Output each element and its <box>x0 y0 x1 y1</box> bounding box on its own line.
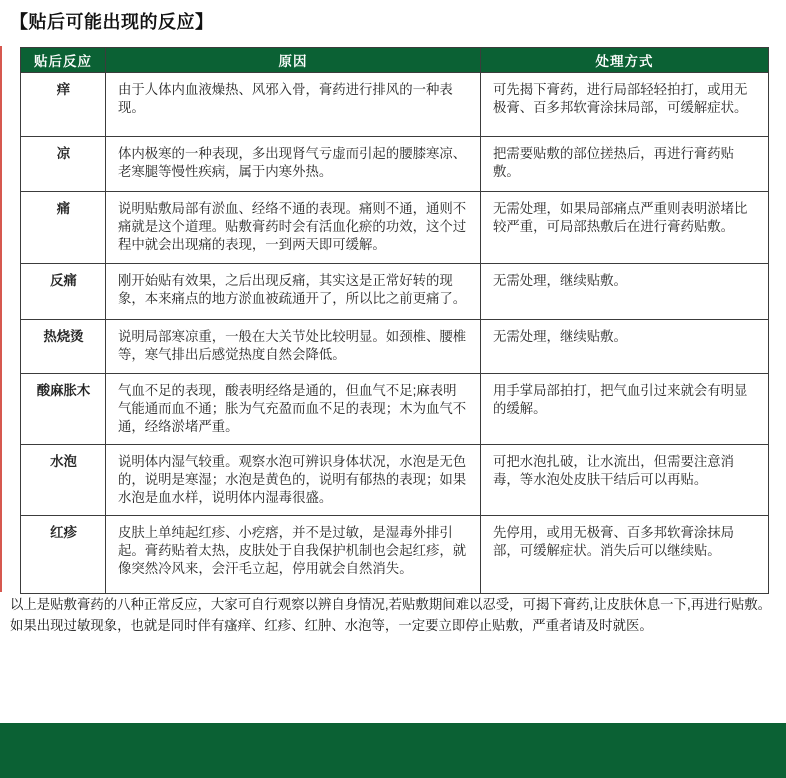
cause-cell: 说明局部寒凉重，一般在大关节处比较明显。如颈椎、腰椎等，寒气排出后感觉热度自然会降低。 <box>106 320 481 374</box>
footer-note-line-1: 以上是贴敷膏药的八种正常反应，大家可自行观察以辨自身情况,若贴敷期间难以忍受，可揭下膏药,让皮肤休息一下,再进行贴敷。 <box>10 597 772 612</box>
reaction-cell: 水泡 <box>21 445 106 516</box>
col-header-treatment: 处理方式 <box>481 48 769 73</box>
reaction-cell: 酸麻胀木 <box>21 374 106 445</box>
cause-cell: 体内极寒的一种表现，多出现肾气亏虚而引起的腰膝寒凉、老寒腿等慢性疾病，属于内寒外热。 <box>106 137 481 192</box>
treatment-cell: 无需处理，继续贴敷。 <box>481 264 769 320</box>
table-header-row <box>21 48 769 73</box>
cause-cell: 说明贴敷局部有淤血、经络不通的表现。痛则不通，通则不痛就是这个道理。贴敷膏药时会有活血化瘀的功效，这个过程中就会出现痛的表现，一到两天即可缓解。 <box>106 192 481 264</box>
treatment-cell: 可先揭下膏药，进行局部轻轻拍打，或用无极膏、百多邦软膏涂抹局部，可缓解症状。 <box>481 73 769 137</box>
table-row <box>21 192 769 264</box>
reaction-cell: 痛 <box>21 192 106 264</box>
treatment-cell: 先停用，或用无极膏、百多邦软膏涂抹局部，可缓解症状。消失后可以继续贴。 <box>481 516 769 594</box>
left-edge-accent-line <box>0 46 2 592</box>
footer-note <box>10 594 780 636</box>
col-header-cause: 原因 <box>106 48 481 73</box>
table-row <box>21 374 769 445</box>
reaction-cell: 凉 <box>21 137 106 192</box>
treatment-cell: 无需处理，如果局部痛点严重则表明淤堵比较严重，可局部热敷后在进行膏药贴敷。 <box>481 192 769 264</box>
cause-cell: 皮肤上单纯起红疹、小疙瘩，并不是过敏，是湿毒外排引起。膏药贴着太热，皮肤处于自我保护机制也会起红疹，就像突然冷风来，会汗毛立起，停用就会自然消失。 <box>106 516 481 594</box>
table-row <box>21 264 769 320</box>
treatment-cell: 无需处理，继续贴敷。 <box>481 320 769 374</box>
table-row <box>21 320 769 374</box>
col-header-reaction: 贴后反应 <box>21 48 106 73</box>
cause-cell: 刚开始贴有效果，之后出现反痛，其实这是正常好转的现象，本来痛点的地方淤血被疏通开了，所以比之前更痛了。 <box>106 264 481 320</box>
page-title: 【贴后可能出现的反应】 <box>10 12 214 32</box>
table-row <box>21 137 769 192</box>
cause-cell: 气血不足的表现，酸表明经络是通的，但血气不足;麻表明气能通而血不通；胀为气充盈而血不足的表现；木为血气不通，经络淤堵严重。 <box>106 374 481 445</box>
reaction-cell: 热烧烫 <box>21 320 106 374</box>
footer-note-line-2: 如果出现过敏现象，也就是同时伴有瘙痒、红疹、红肿、水泡等，一定要立即停止贴敷，严重者请及时就医。 <box>10 618 653 633</box>
bottom-green-bar <box>0 723 786 778</box>
table-row <box>21 516 769 594</box>
reaction-cell: 痒 <box>21 73 106 137</box>
treatment-cell: 用手掌局部拍打，把气血引过来就会有明显的缓解。 <box>481 374 769 445</box>
cause-cell: 由于人体内血液燥热、风邪入骨，膏药进行排风的一种表现。 <box>106 73 481 137</box>
treatment-cell: 可把水泡扎破，让水流出，但需要注意消毒，等水泡处皮肤干结后可以再贴。 <box>481 445 769 516</box>
reaction-cell: 反痛 <box>21 264 106 320</box>
treatment-cell: 把需要贴敷的部位搓热后，再进行膏药贴敷。 <box>481 137 769 192</box>
reaction-cell: 红疹 <box>21 516 106 594</box>
table-row <box>21 73 769 137</box>
table-row <box>21 445 769 516</box>
reactions-table <box>20 47 769 594</box>
cause-cell: 说明体内湿气较重。观察水泡可辨识身体状况，水泡是无色的，说明是寒湿；水泡是黄色的，说明有郁热的表现；如果水泡是血水样，说明体内湿毒很盛。 <box>106 445 481 516</box>
